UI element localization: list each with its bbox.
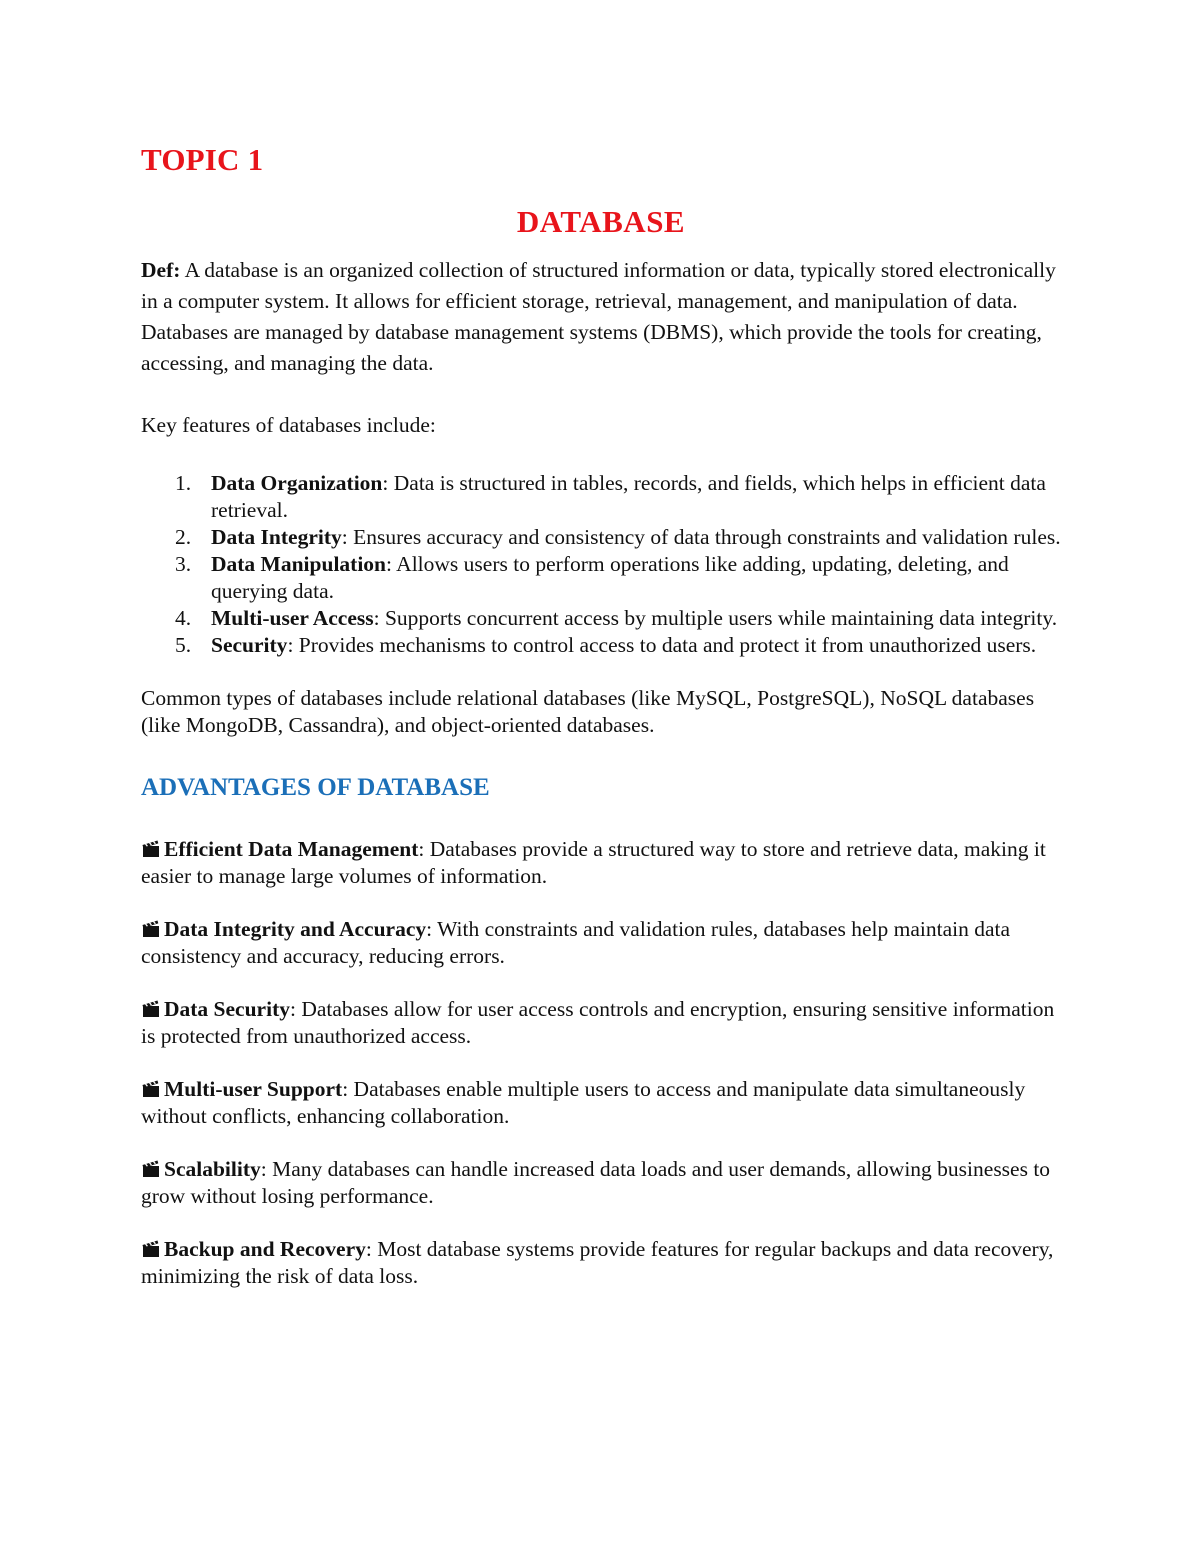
advantage-text: : Databases allow for user access controls and encryption, ensuring sensitive information is protected from unauthorized access. (141, 997, 1055, 1048)
list-item (141, 551, 1061, 605)
advantage-item (141, 1076, 1061, 1130)
list-number: 3. (175, 552, 192, 576)
advantage-term: Data Integrity and Accuracy (164, 917, 427, 941)
list-item (141, 632, 1061, 659)
advantage-text: : With constraints and validation rules, databases help maintain data consistency and accuracy, reducing errors. (141, 917, 1011, 968)
list-item (141, 524, 1061, 551)
clapperboard-icon (141, 1240, 161, 1258)
list-item (141, 605, 1061, 632)
advantage-item (141, 996, 1061, 1050)
advantage-item (141, 916, 1061, 970)
key-features-intro: Key features of databases include: (141, 413, 436, 437)
advantage-text: : Databases enable multiple users to access and manipulate data simultaneously without conflicts, enhancing collaboration. (141, 1077, 1026, 1128)
definition-label: Def: (141, 258, 181, 282)
list-number: 1. (175, 471, 192, 495)
advantage-item (141, 1156, 1061, 1210)
feature-text: : Supports concurrent access by multiple users while maintaining data integrity. (373, 606, 1058, 630)
advantage-text: : Many databases can handle increased data loads and user demands, allowing businesses to grow without losing performance. (141, 1157, 1051, 1208)
feature-text: : Data is structured in tables, records, and fields, which helps in efficient data retrieval. (211, 471, 1046, 522)
advantage-text: : Databases provide a structured way to store and retrieve data, making it easier to manage large volumes of information. (141, 837, 1046, 888)
common-types-paragraph: Common types of databases include relational databases (like MySQL, PostgreSQL), NoSQL databases (like MongoDB, Cassandra), and object-oriented databases. (141, 686, 1035, 737)
feature-term: Data Organization (211, 471, 383, 495)
advantage-term: Data Security (164, 997, 290, 1021)
advantage-item (141, 836, 1061, 890)
advantages-heading: ADVANTAGES OF DATABASE (141, 774, 490, 801)
advantage-term: Efficient Data Management (164, 837, 419, 861)
advantage-text: : Most database systems provide features for regular backups and data recovery, minimizing the risk of data loss. (141, 1237, 1054, 1288)
page-title: DATABASE (516, 204, 686, 239)
advantage-term: Multi-user Support (164, 1077, 343, 1101)
definition-text: A database is an organized collection of structured information or data, typically stored electronically in a computer system. It allows for efficient storage, retrieval, management, and manipulation of data. Databases are managed by database management systems (DBMS), which provide the tools for creating, accessing, and managing the data. (141, 258, 1056, 375)
feature-term: Data Manipulation (211, 552, 387, 576)
feature-term: Security (211, 633, 288, 657)
feature-text: : Ensures accuracy and consistency of data through constraints and validation rules. (341, 525, 1061, 549)
advantage-item (141, 1236, 1061, 1290)
clapperboard-icon (141, 1160, 161, 1178)
clapperboard-icon (141, 1080, 161, 1098)
document-content (141, 140, 1061, 1290)
feature-text: : Provides mechanisms to control access to data and protect it from unauthorized users. (287, 633, 1037, 657)
clapperboard-icon (141, 840, 161, 858)
advantage-term: Backup and Recovery (164, 1237, 366, 1261)
feature-term: Data Integrity (211, 525, 342, 549)
advantage-term: Scalability (164, 1157, 261, 1181)
feature-term: Multi-user Access (211, 606, 374, 630)
list-number: 4. (175, 606, 192, 630)
list-number: 5. (175, 633, 192, 657)
clapperboard-icon (141, 1000, 161, 1018)
definition-paragraph (141, 255, 1061, 379)
key-features-list (141, 470, 1061, 659)
topic-label: TOPIC 1 (141, 142, 264, 177)
list-item (141, 470, 1061, 524)
clapperboard-icon (141, 920, 161, 938)
list-number: 2. (175, 525, 192, 549)
feature-text: : Allows users to perform operations like adding, updating, deleting, and querying data. (211, 552, 1009, 603)
